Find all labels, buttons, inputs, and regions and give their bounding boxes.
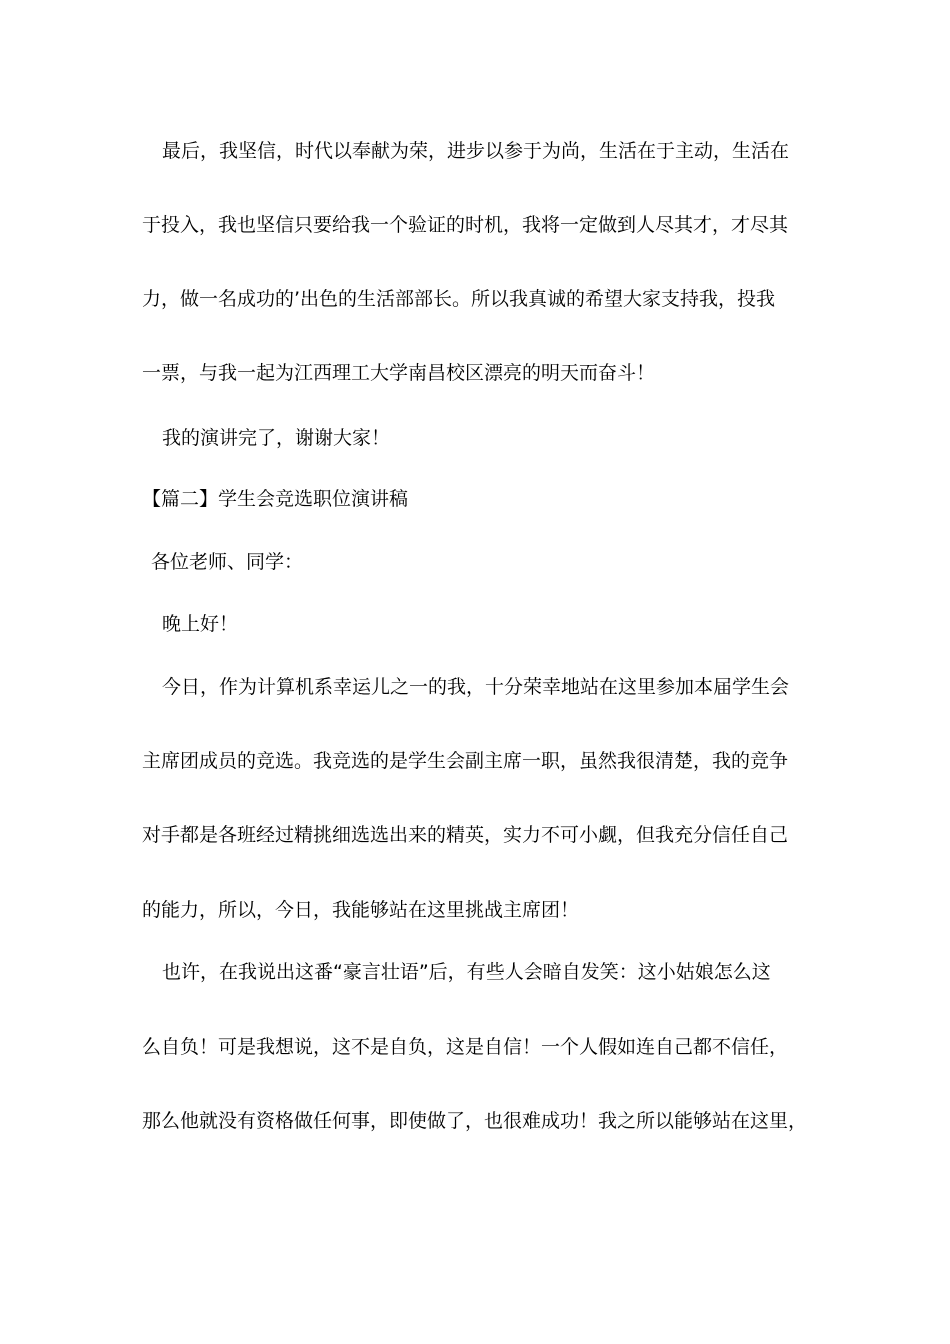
paragraph-3-line-2: 么自负！可是我想说，这不是自负，这是自信！一个人假如连自己都不信任， bbox=[142, 1036, 789, 1058]
paragraph-2-line-3: 对手都是各班经过精挑细选选出来的精英，实力不可小觑，但我充分信任自己 bbox=[142, 824, 789, 846]
section-heading: 【篇二】学生会竞选职位演讲稿 bbox=[142, 488, 409, 510]
salutation: 各位老师、同学： bbox=[151, 551, 304, 573]
paragraph-1-line-4: 一票，与我一起为江西理工大学南昌校区漂亮的明天而奋斗！ bbox=[142, 362, 656, 384]
paragraph-2-line-1: 今日，作为计算机系幸运儿之一的我，十分荣幸地站在这里参加本届学生会 bbox=[162, 676, 790, 698]
paragraph-1-line-3: 力，做一名成功的’出色的生活部部长。所以我真诚的希望大家支持我，投我 bbox=[142, 288, 776, 310]
closing-line: 我的演讲完了，谢谢大家！ bbox=[162, 427, 391, 449]
paragraph-3-line-1: 也许，在我说出这番“豪言壮语”后，有些人会暗自发笑：这小姑娘怎么这 bbox=[162, 961, 771, 983]
greeting: 晚上好！ bbox=[162, 613, 239, 635]
paragraph-2-line-4: 的能力，所以，今日，我能够站在这里挑战主席团！ bbox=[142, 899, 580, 921]
paragraph-1-line-1: 最后，我坚信，时代以奉献为荣，进步以参于为尚，生活在于主动，生活在 bbox=[162, 140, 790, 162]
paragraph-1-line-2: 于投入，我也坚信只要给我一个验证的时机，我将一定做到人尽其才，才尽其 bbox=[142, 214, 789, 236]
paragraph-3-line-3: 那么他就没有资格做任何事，即使做了，也很难成功！我之所以能够站在这里， bbox=[142, 1110, 808, 1132]
paragraph-2-line-2: 主席团成员的竞选。我竞选的是学生会副主席一职，虽然我很清楚，我的竞争 bbox=[142, 750, 789, 772]
